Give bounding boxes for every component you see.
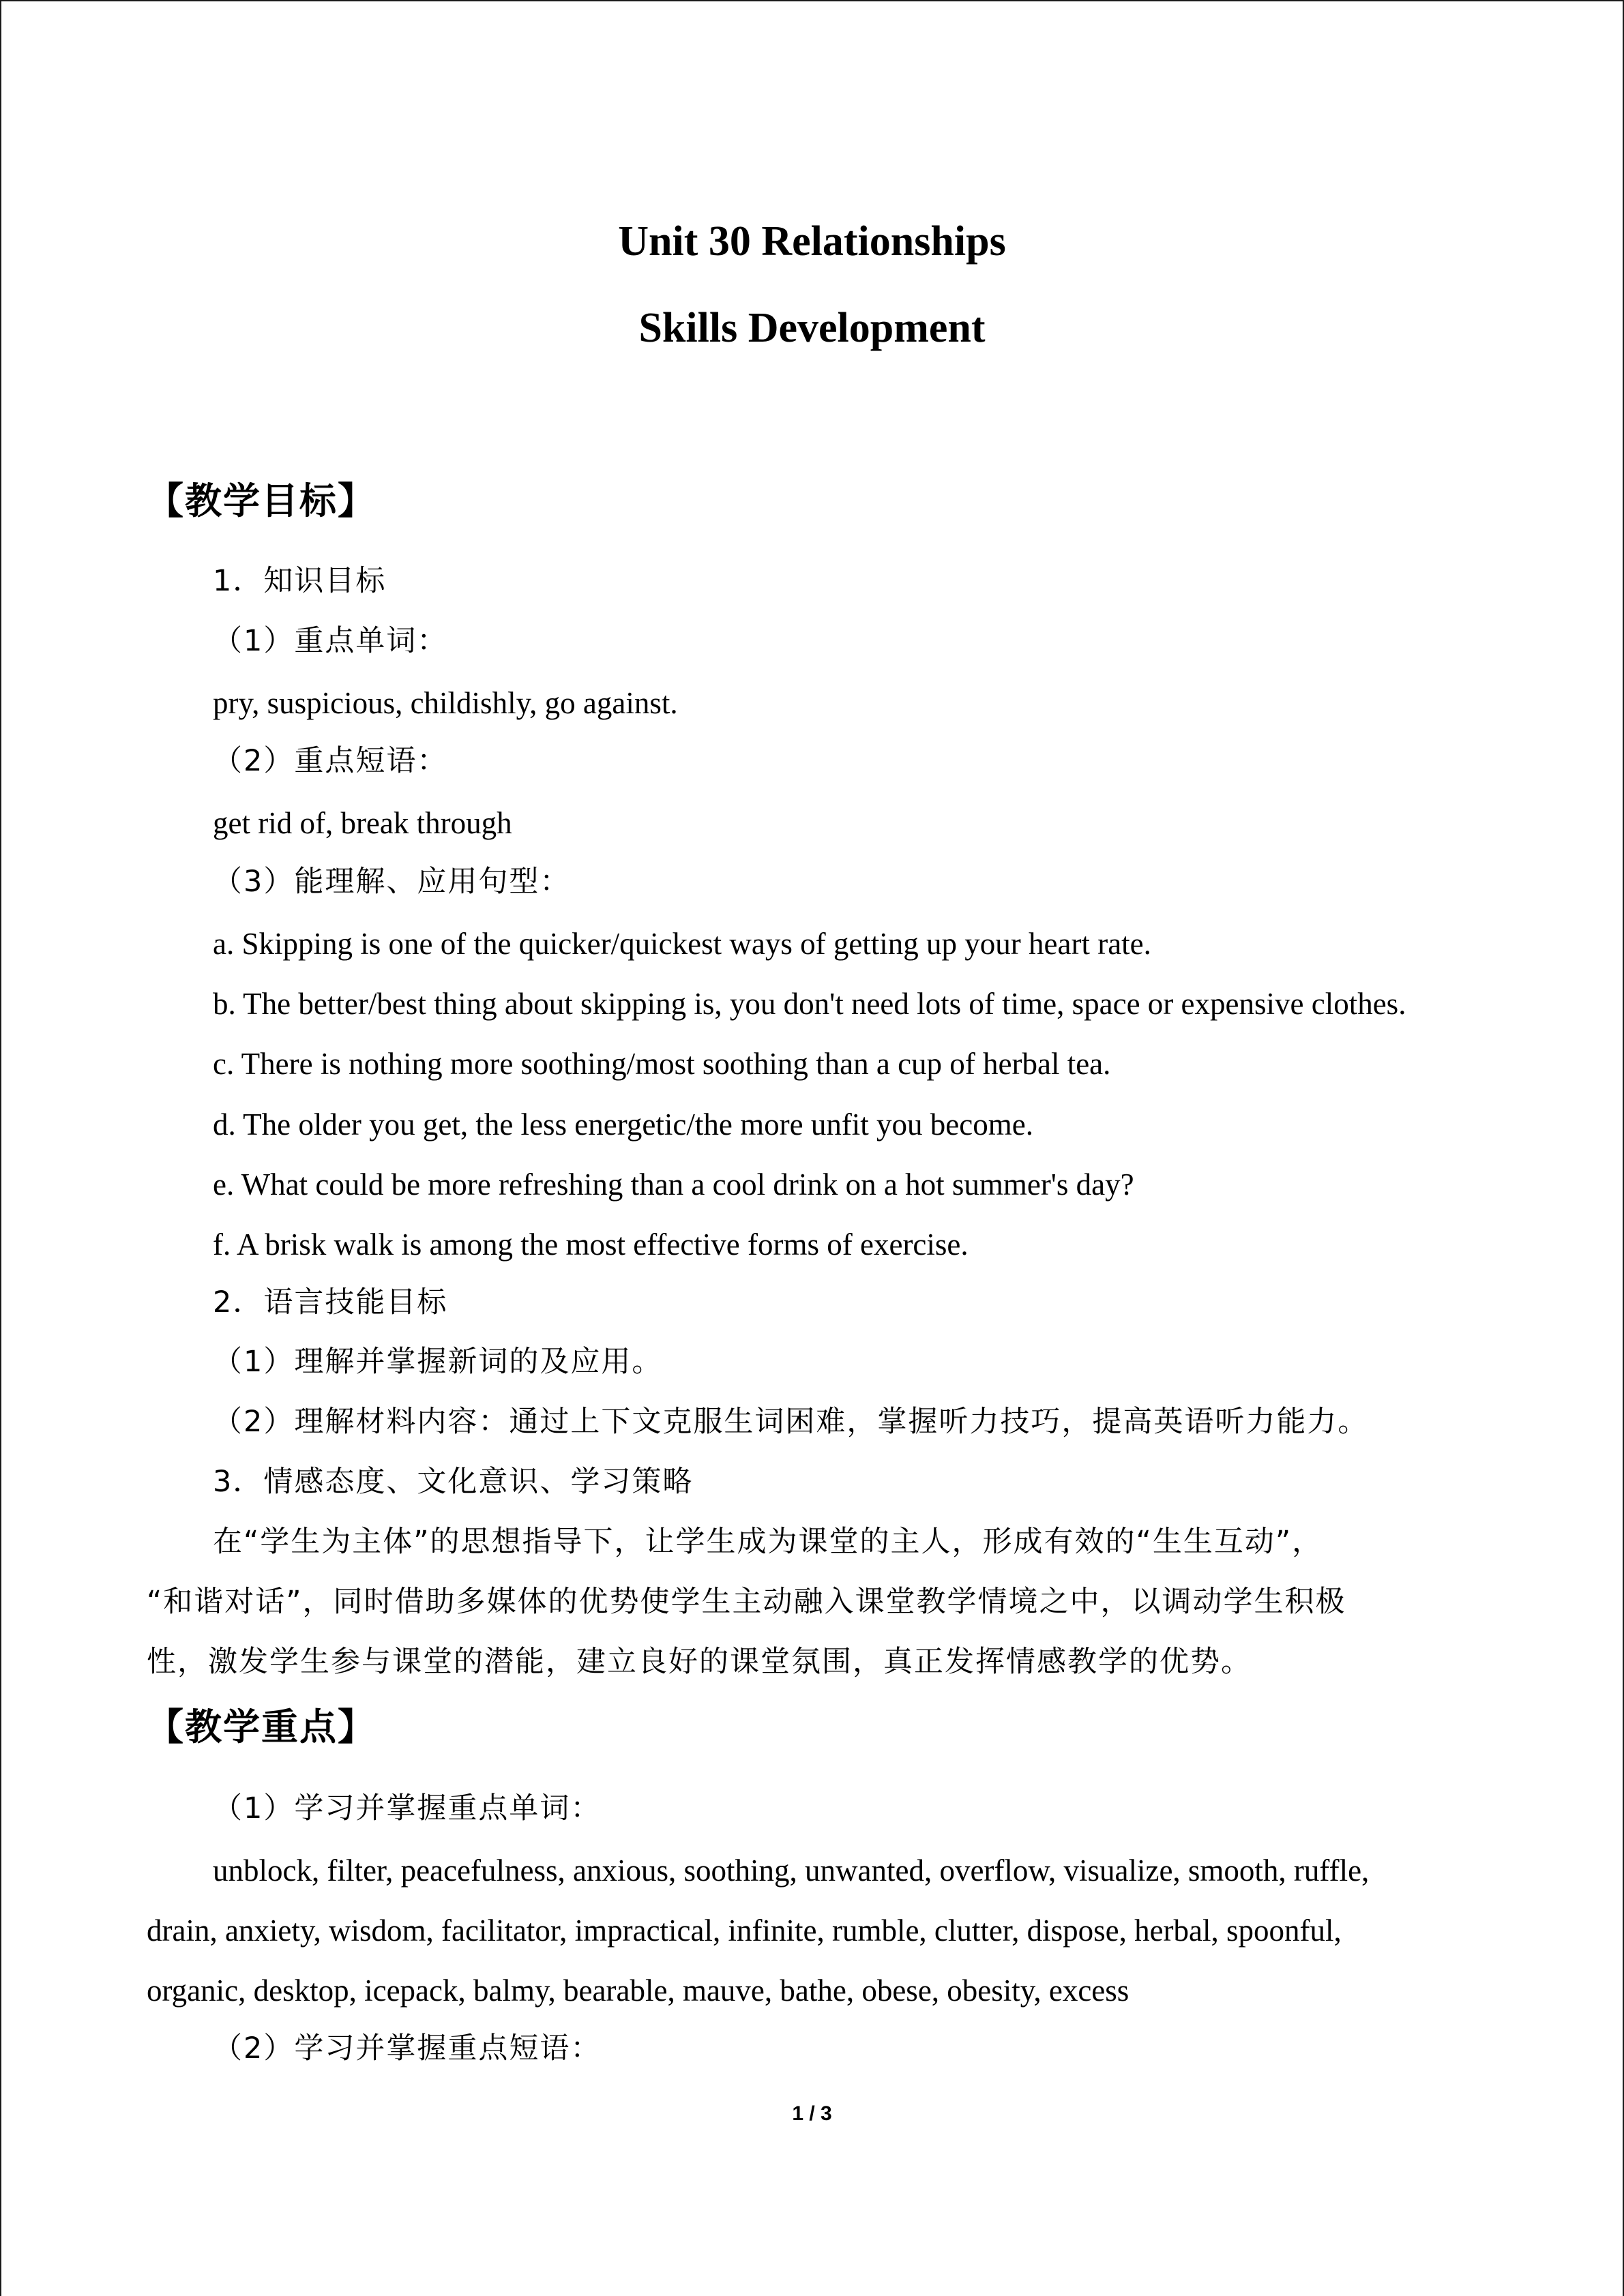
attitude-heading: 3．情感态度、文化意识、学习策略 xyxy=(213,1465,694,1499)
attitude-paragraph-line: 在“学生为主体”的思想指导下，让学生成为课堂的主人，形成有效的“生生互动”， xyxy=(213,1525,1323,1559)
document-subtitle: Skills Development xyxy=(638,305,986,351)
skills-item: （1）理解并掌握新词的及应用。 xyxy=(213,1345,663,1379)
key-vocab-line: drain, anxiety, wisdom, facilitator, impractical, infinite, rumble, clutter, dispose, herbal, spoonful, xyxy=(147,1913,1342,1948)
sentence-item: b. The better/best thing about skipping is, you don't need lots of time, space or expensive clothes. xyxy=(213,987,1406,1021)
sentence-item: a. Skipping is one of the quicker/quickest ways of getting up your heart rate. xyxy=(213,927,1151,961)
sentence-item: c. There is nothing more soothing/most soothing than a cup of herbal tea. xyxy=(213,1047,1111,1081)
page-border-top xyxy=(0,0,1624,1)
key-vocab-label: （1）学习并掌握重点单词： xyxy=(213,1791,602,1825)
vocab-words: pry, suspicious, childishly, go against. xyxy=(213,686,678,720)
key-points-heading: 【教学重点】 xyxy=(147,1705,376,1748)
phrases-label: （2）重点短语： xyxy=(213,744,448,778)
objectives-heading: 【教学目标】 xyxy=(147,479,376,522)
sentence-item: e. What could be more refreshing than a cool drink on a hot summer's day? xyxy=(213,1167,1134,1202)
key-phrases-label: （2）学习并掌握重点短语： xyxy=(213,2031,602,2066)
key-vocab-line: unblock, filter, peacefulness, anxious, soothing, unwanted, overflow, visualize, smooth, ruffle, xyxy=(213,1853,1370,1888)
skills-heading: 2．语言技能目标 xyxy=(213,1285,448,1320)
sentence-item: d. The older you get, the less energetic/the more unfit you become. xyxy=(213,1107,1033,1142)
attitude-paragraph-line: “和谐对话”，同时借助多媒体的优势使学生主动融入课堂教学情境之中，以调动学生积极 xyxy=(147,1585,1346,1619)
skills-item: （2）理解材料内容：通过上下文克服生词困难，掌握听力技巧，提高英语听力能力。 xyxy=(213,1405,1369,1439)
phrases-text: get rid of, break through xyxy=(213,806,512,840)
key-vocab-line: organic, desktop, icepack, balmy, bearable, mauve, bathe, obese, obesity, excess xyxy=(147,1973,1130,2008)
document-title: Unit 30 Relationships xyxy=(618,218,1006,265)
sentence-item: f. A brisk walk is among the most effective forms of exercise. xyxy=(213,1227,969,1262)
sentences-label: （3）能理解、应用句型： xyxy=(213,865,571,899)
knowledge-heading: 1．知识目标 xyxy=(213,564,387,598)
attitude-paragraph-line: 性，激发学生参与课堂的潜能，建立良好的课堂氛围，真正发挥情感教学的优势。 xyxy=(147,1645,1252,1679)
page-number: 1 / 3 xyxy=(792,2102,832,2125)
vocab-label: （1）重点单词： xyxy=(213,624,448,658)
